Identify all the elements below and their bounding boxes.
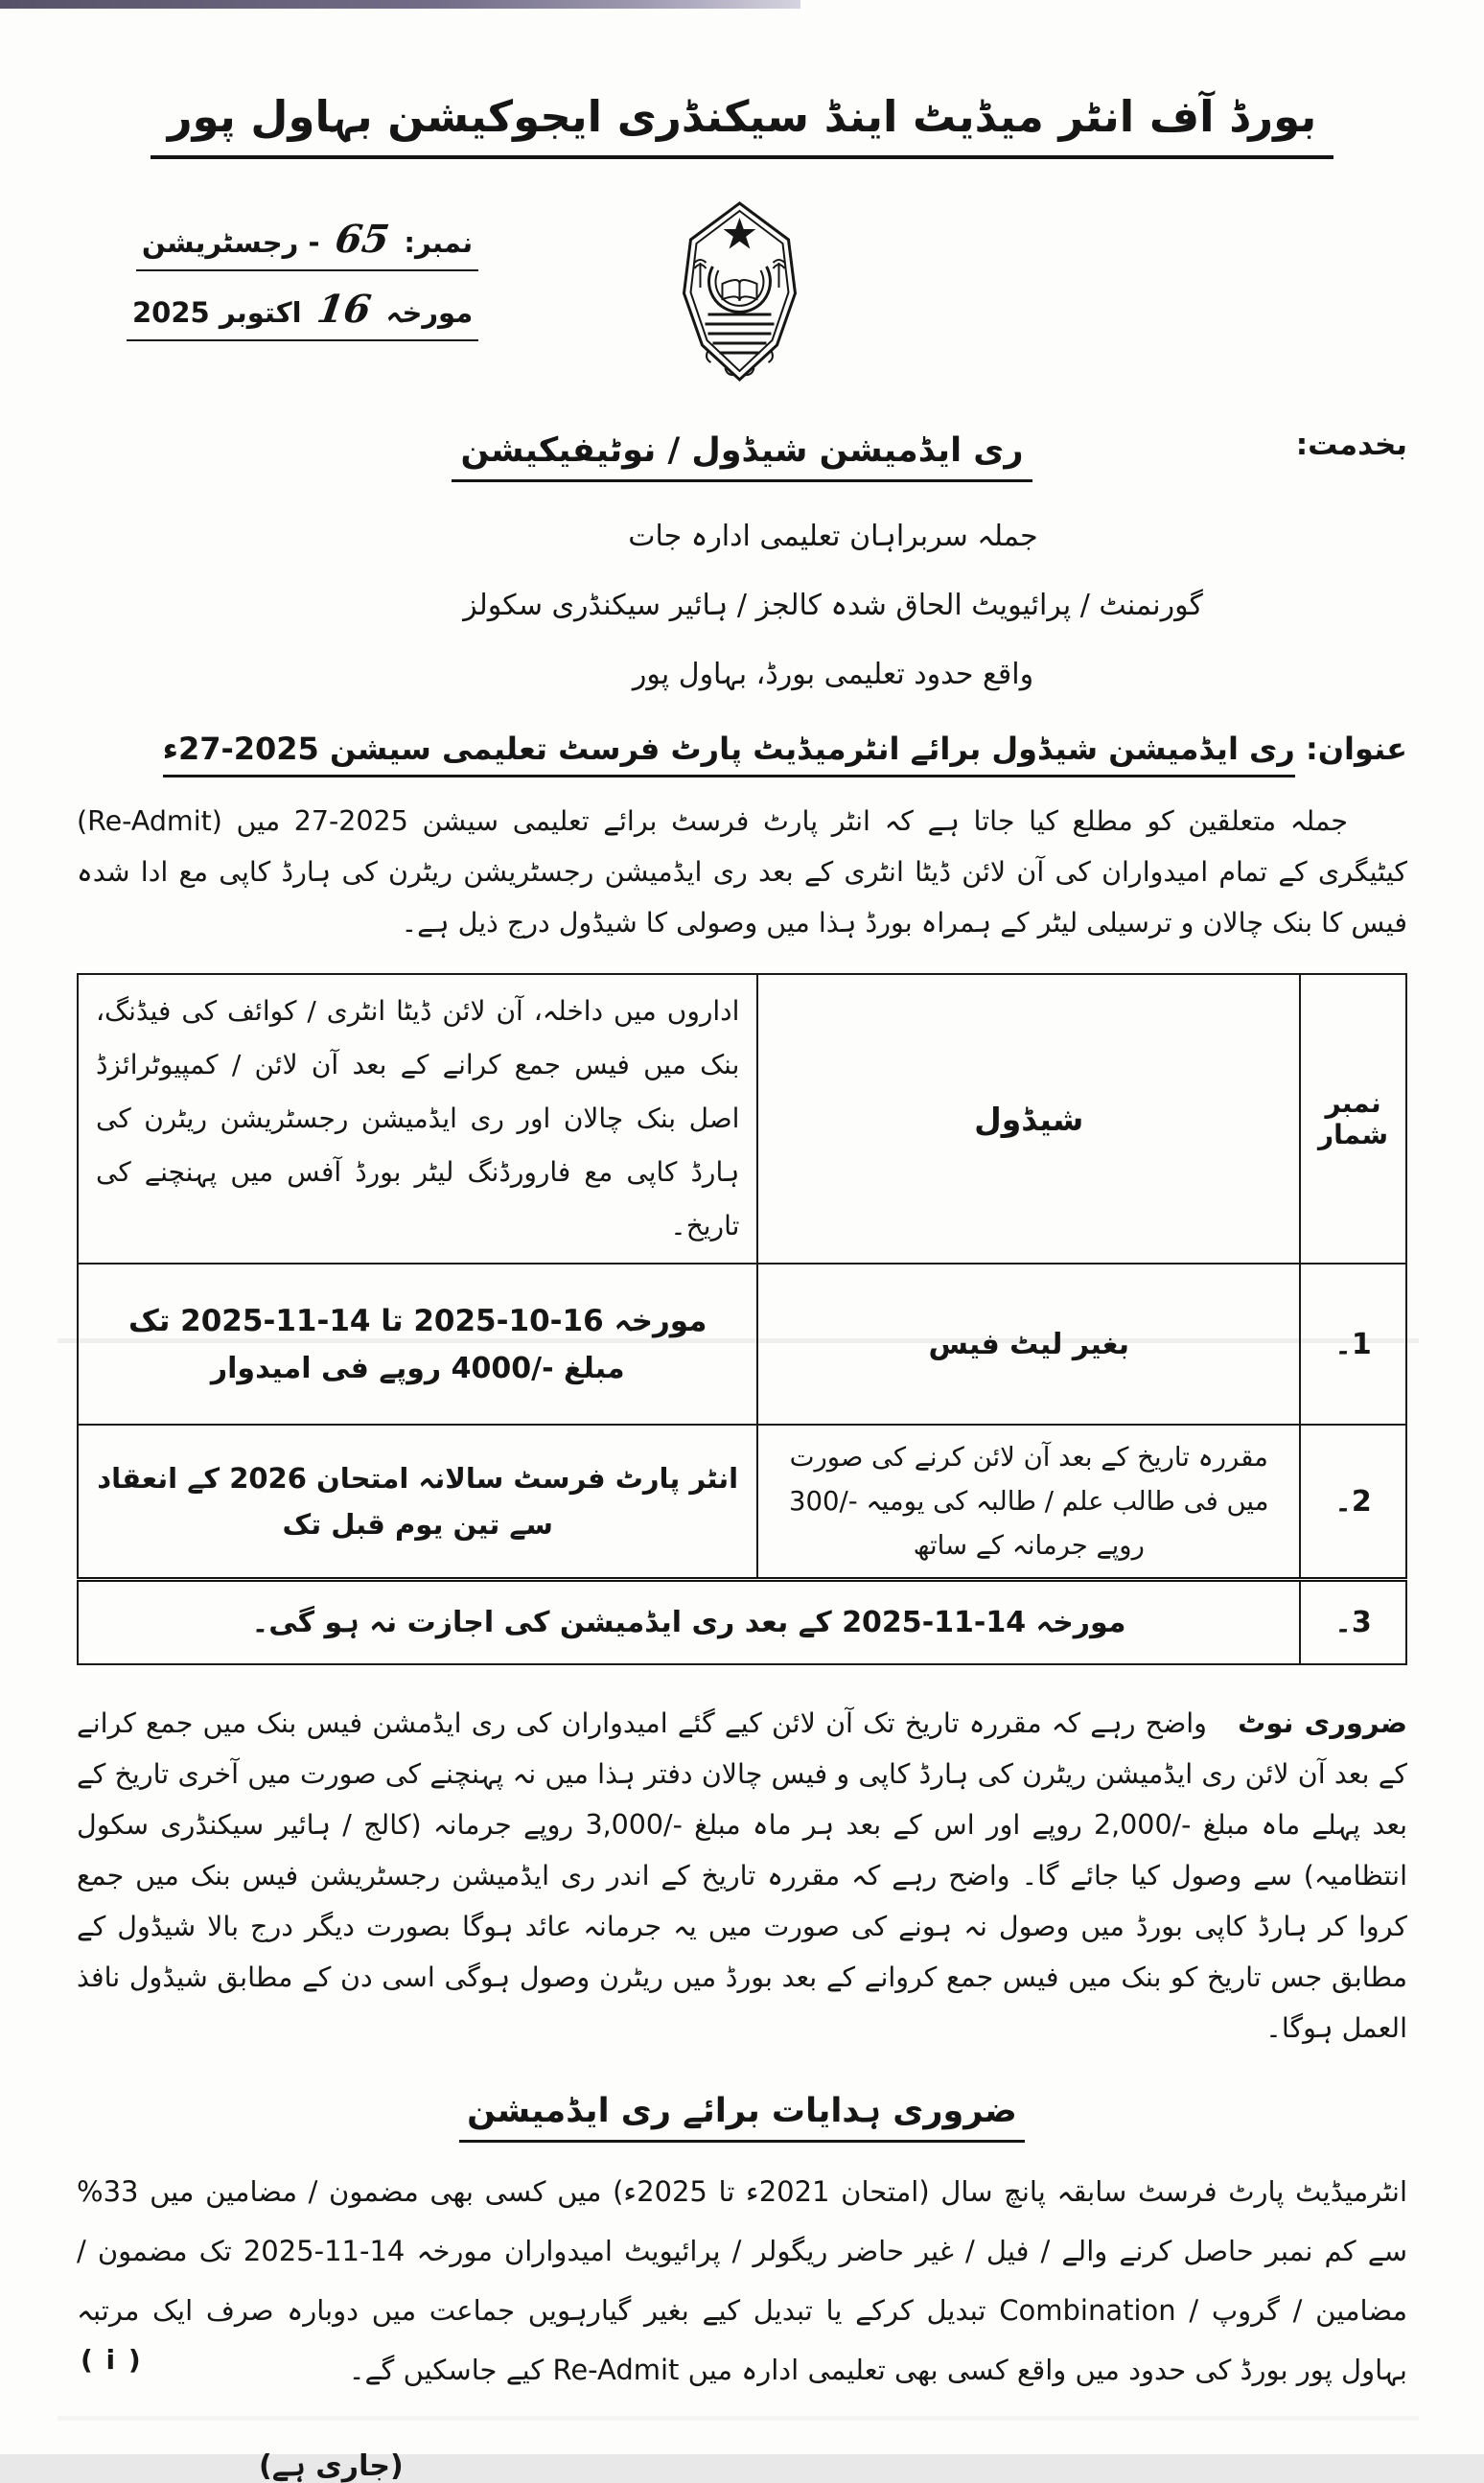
col-header-schedule: شیڈول bbox=[757, 974, 1300, 1264]
ref-prefix: نمبر: bbox=[404, 226, 474, 259]
reference-number-line bbox=[136, 217, 478, 271]
note-label: ضروری نوٹ bbox=[1238, 1706, 1407, 1739]
row2-schedule: مقررہ تاریخ کے بعد آن لائن کرنے کی صورت میں فی طالب علم / طالبہ کی یومیہ -/300 روپے جرمانہ کے ساتھ bbox=[757, 1425, 1300, 1580]
intro-paragraph: جملہ متعلقین کو مطلع کیا جاتا ہے کہ انٹر پارٹ فرسٹ برائے تعلیمی سیشن 2025-27 میں (Re-Admit) کیٹیگری کے تمام امیدواران کی آن لائن ڈیٹا انٹری کے بعد ری ایڈمیشن رجسٹریشن ریٹرن کی ہارڈ کاپی مع ادا شدہ فیس کا بنک چالان و ترسیلی لیٹر کے ہمراہ بورڈ ہذا میں وصولی کا شیڈول درج ذیل ہے۔ bbox=[77, 805, 1407, 939]
addressee-line: واقع حدود تعلیمی بورڈ، بہاول پور bbox=[632, 658, 1034, 691]
subject-label: عنوان: bbox=[1305, 731, 1407, 767]
date-number-handwritten: 16 bbox=[313, 287, 374, 332]
col-header-serial: نمبر شمار bbox=[1300, 974, 1406, 1264]
date-prefix: مورخہ bbox=[385, 296, 474, 329]
board-crest-icon bbox=[679, 199, 800, 391]
reference-block bbox=[127, 217, 478, 357]
important-note bbox=[77, 1698, 1407, 2054]
addressee-line: جملہ سربراہان تعلیمی ادارہ جات bbox=[628, 520, 1038, 553]
item-marker-i: ( i ) bbox=[81, 2343, 143, 2376]
row1-dates: مورخہ 16-10-2025 تا 14-11-2025 تک bbox=[128, 1303, 707, 1338]
instructions-heading-wrap bbox=[77, 2092, 1407, 2143]
row2-serial: 2۔ bbox=[1300, 1425, 1406, 1580]
row1-fee: مبلغ -/4000 روپے فی امیدوار bbox=[210, 1351, 625, 1385]
instructions-heading: ضروری ہدایات برائے ری ایڈمیشن bbox=[459, 2092, 1025, 2143]
meta-row bbox=[77, 205, 1407, 397]
instruction-item-text: انٹرمیڈیٹ پارٹ فرسٹ سابقہ پانچ سال (امتحان 2021ء تا 2025ء) میں کسی بھی مضمون / مضامین میں 33% سے کم نمبر حاصل کرنے والے / فیل / غیر حاضر ریگولر / پرائیویٹ امیدواران مورخہ 14-11-2025 تک مضمون / مضامین / گروپ / Combination تبدیل کرکے یا تبدیل کیے بغیر گیارہویں جماعت میں دوبارہ صرف ایک مرتبہ بہاول پور بورڈ کی حدود میں واقع کسی بھی تعلیمی ادارہ میں Re-Admit کیے جاسکیں گے۔ bbox=[77, 2174, 1408, 2386]
subject-text: ری ایڈمیشن شیڈول برائے انٹرمیڈیٹ پارٹ فرسٹ تعلیمی سیشن 2025-27ء bbox=[163, 731, 1295, 777]
board-title: بورڈ آف انٹر میڈیٹ اینڈ سیکنڈری ایجوکیشن بہاول پور bbox=[151, 91, 1334, 159]
col-header-description: اداروں میں داخلہ، آن لائن ڈیٹا انٹری / کوائف کی فیڈنگ، بنک میں فیس جمع کرانے کے بعد آن لائن / کمپیوٹرائزڈ اصل بنک چالان اور ری ایڈمیشن رجسٹریشن ریٹرن کی ہارڈ کاپی مع فارورڈنگ لیٹر بورڈ آفس میں پہنچنے کی تاریخ۔ bbox=[78, 974, 757, 1264]
table-row bbox=[78, 1264, 1406, 1425]
row3-statement: مورخہ 14-11-2025 کے بعد ری ایڈمیشن کی اجازت نہ ہو گی۔ bbox=[78, 1580, 1300, 1664]
ref-suffix: - رجسٹریشن bbox=[141, 226, 320, 259]
date-line bbox=[127, 287, 478, 341]
table-header-row bbox=[78, 974, 1406, 1264]
table-row bbox=[78, 1425, 1406, 1580]
schedule-table bbox=[77, 973, 1407, 1665]
board-title-wrap bbox=[77, 0, 1407, 159]
table-row bbox=[78, 1580, 1406, 1664]
document-heading-wrap bbox=[77, 426, 1407, 482]
row1-schedule: بغیر لیٹ فیس bbox=[757, 1264, 1300, 1425]
to-label: بخدمت: bbox=[1295, 428, 1407, 462]
document-heading: ری ایڈمیشن شیڈول / نوٹیفیکیشن bbox=[452, 431, 1033, 482]
continued-wrap bbox=[77, 2449, 1407, 2483]
note-text: واضح رہے کہ مقررہ تاریخ تک آن لائن کیے گئے امیدواران کی ری ایڈمشن فیس بنک میں جمع کرانے کے بعد آن لائن ری ایڈمیشن ریٹرن کی ہارڈ کاپی و فیس چالان دفتر ہذا میں نہ پہنچنے کی صورت میں آخری تاریخ کے بعد پہلے ماہ مبلغ -/2,000 روپے اور اس کے بعد ہر ماہ مبلغ -/3,000 روپے جرمانہ (کالج / ہائیر سیکنڈری سکول انتظامیہ) سے وصول کیا جائے گا۔ واضح رہے کہ مقررہ تاریخ کے اندر ری ایڈمیشن رجسٹریشن فیس بنک میں جمع کروا کر ہارڈ کاپی بورڈ میں وصول نہ ہونے کی صورت میں یہ جرمانہ عائد ہوگا بصورت دیگر درج بالا شیڈول کے مطابق جس تاریخ کو بنک میں فیس جمع کروانے کے بعد بورڈ میں ریٹرن وصول ہوگی اسی دن کے مطابق شیڈول نافذ العمل ہوگا۔ bbox=[77, 1706, 1408, 2044]
date-suffix: اکتوبر 2025 bbox=[132, 296, 302, 329]
addressee-line: گورنمنٹ / پرائیویٹ الحاق شدہ کالجز / ہائیر سیکنڈری سکولز bbox=[463, 589, 1203, 622]
ref-number-handwritten: 65 bbox=[332, 217, 392, 262]
subject-row bbox=[77, 731, 1407, 767]
row1-serial: 1۔ bbox=[1300, 1264, 1406, 1425]
instruction-item bbox=[77, 2162, 1407, 2400]
addressee-list bbox=[463, 502, 1203, 709]
row3-serial: 3۔ bbox=[1300, 1580, 1406, 1664]
recipient-header-row bbox=[77, 426, 1407, 487]
row1-description bbox=[78, 1264, 757, 1425]
continued-label: (جاری ہے) bbox=[259, 2448, 404, 2483]
row2-description: انٹر پارٹ فرسٹ سالانہ امتحان 2026 کے انعقاد سے تین یوم قبل تک bbox=[78, 1425, 757, 1580]
